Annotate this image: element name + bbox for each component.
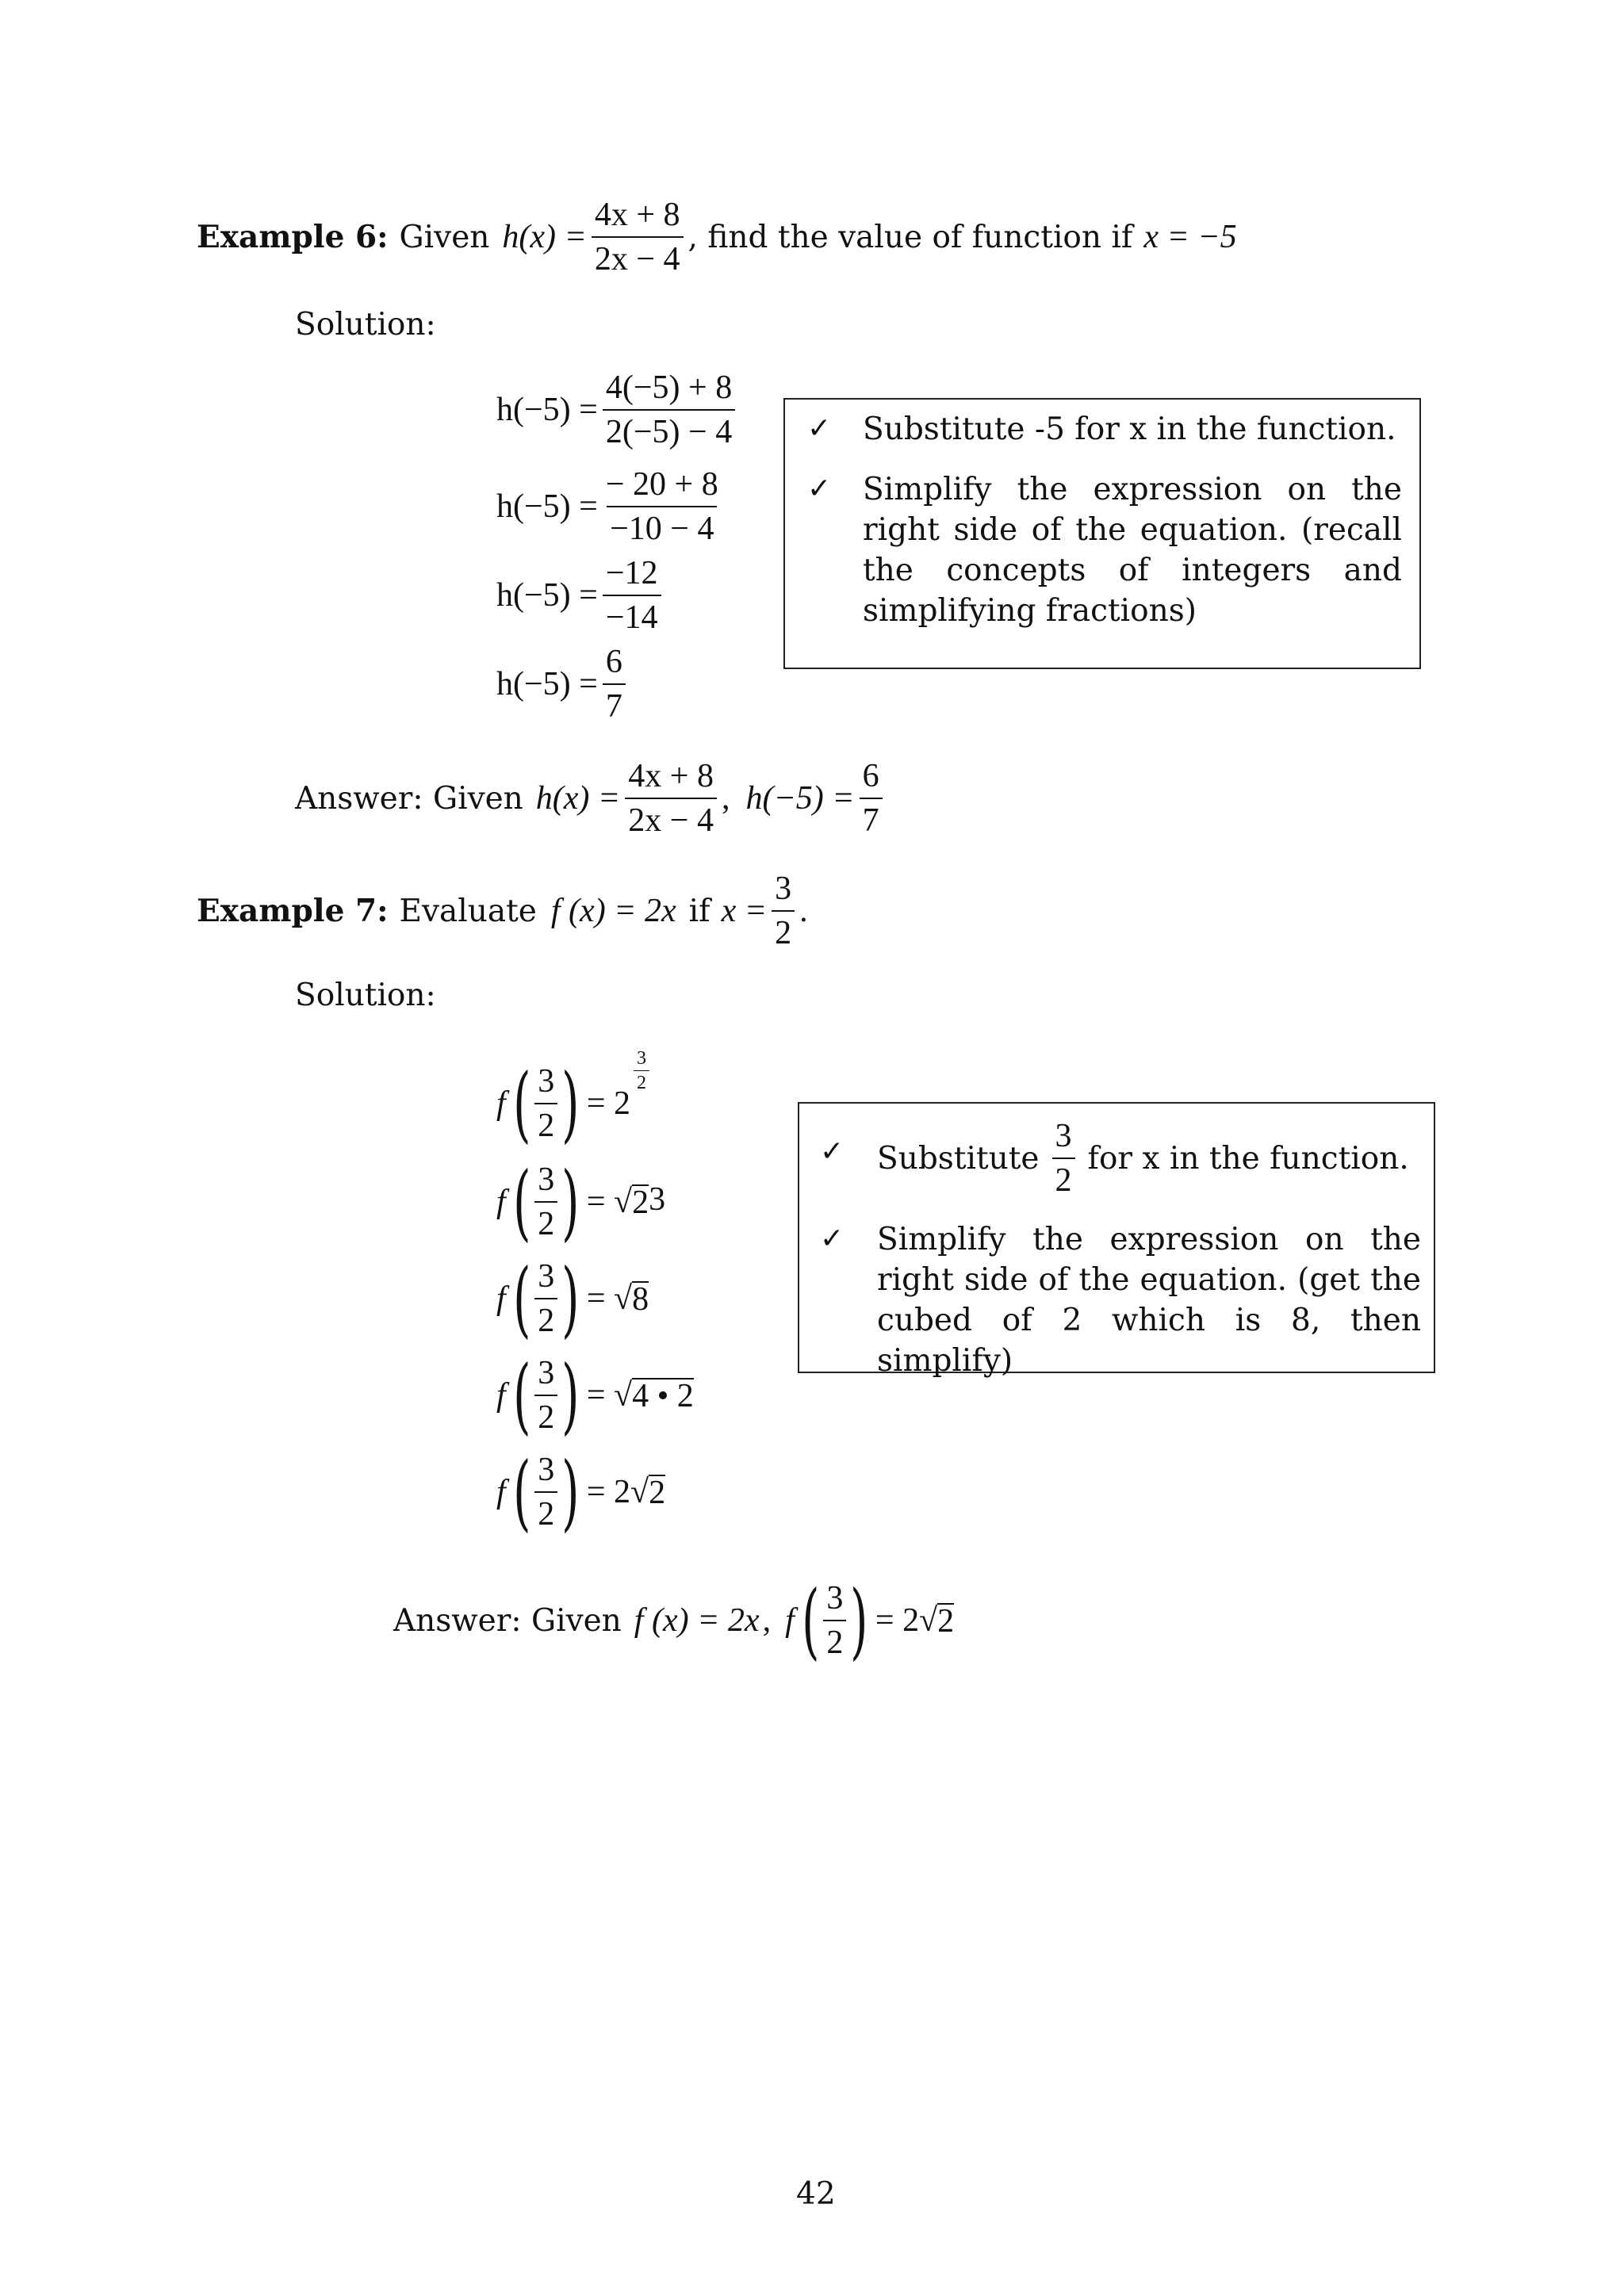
- exp-denominator: 2: [634, 1070, 649, 1093]
- example7-exponent: x: [661, 893, 676, 929]
- radicand: 2: [632, 1184, 649, 1221]
- example6-given: Given: [399, 219, 490, 255]
- step-lhs: h(−5) =: [496, 577, 598, 614]
- left-paren: (: [512, 1055, 531, 1152]
- step-denominator: −10 − 4: [607, 506, 717, 545]
- left-paren: (: [801, 1572, 820, 1669]
- example7-func: f (x) = 2: [550, 893, 662, 929]
- example7-evaluate: Evaluate: [399, 893, 537, 929]
- answer-denominator: 2x − 4: [625, 798, 717, 837]
- left-paren: (: [512, 1154, 531, 1250]
- note-text: for x in the function.: [1087, 1140, 1409, 1177]
- example7-cond-numerator: 3: [775, 871, 792, 907]
- note-denominator: 2: [1052, 1158, 1075, 1197]
- example7-cond-denominator: 2: [772, 910, 795, 950]
- example6-func: h(x) =: [502, 219, 587, 255]
- example7-solution-label: Solution:: [295, 978, 436, 1013]
- radicand-exponent: 3: [649, 1181, 666, 1218]
- example7-label: Example 7:: [197, 892, 389, 929]
- step-lhs: h(−5) =: [496, 666, 598, 702]
- example7-note-1: [877, 1119, 1409, 1197]
- step-rhs: = √: [586, 1280, 633, 1317]
- arg-numerator: 3: [538, 1063, 555, 1100]
- radicand: 2: [649, 1475, 666, 1511]
- step-numerator: −12: [605, 555, 658, 591]
- right-paren: ): [561, 1154, 580, 1250]
- answer-denominator: 2: [823, 1620, 846, 1659]
- left-paren: (: [512, 1347, 531, 1444]
- example7-step-1: [496, 1047, 654, 1152]
- step-numerator: − 20 + 8: [605, 466, 718, 503]
- page-number: 42: [796, 2176, 836, 2212]
- right-paren: ): [561, 1250, 580, 1347]
- answer-numerator: 4x + 8: [628, 758, 714, 794]
- arg-denominator: 2: [534, 1395, 557, 1434]
- f-symbol: f: [496, 1085, 506, 1122]
- answer-numerator: 3: [826, 1580, 844, 1617]
- step-numerator: 6: [605, 644, 622, 680]
- f-symbol: f: [496, 1184, 506, 1220]
- example6-solution-label: Solution:: [295, 307, 436, 342]
- arg-denominator: 2: [534, 1298, 557, 1337]
- example7-cond-lhs: x =: [721, 893, 768, 929]
- answer-result-numerator: 6: [862, 758, 879, 794]
- step-rhs: = √: [586, 1184, 633, 1220]
- arg-denominator: 2: [534, 1103, 557, 1142]
- arg-denominator: 2: [534, 1491, 557, 1531]
- right-paren: ): [850, 1572, 868, 1669]
- answer-label: Answer: Given: [393, 1602, 622, 1639]
- f-symbol: f: [496, 1280, 506, 1317]
- answer-label: Answer: Given: [295, 780, 523, 817]
- arg-numerator: 3: [538, 1355, 555, 1391]
- example6-step-4: [496, 645, 630, 723]
- example7-answer: [393, 1572, 955, 1669]
- step-rhs: = 2: [586, 1085, 631, 1122]
- check-icon: ✓: [820, 1223, 845, 1255]
- example7-step-2: [496, 1154, 666, 1250]
- example7-step-4: [496, 1347, 694, 1444]
- f-symbol: f: [496, 1474, 506, 1510]
- example6-denominator: 2x − 4: [592, 236, 684, 276]
- arg-denominator: 2: [534, 1201, 557, 1241]
- exp-numerator: 3: [637, 1047, 647, 1069]
- example7-note-2: Simplify the expression on the right side of the equation. (get the cubed of 2 which is 8, then simplify): [877, 1222, 1421, 1379]
- answer-exponent: x: [744, 1602, 760, 1639]
- check-icon: ✓: [820, 1135, 845, 1168]
- example6-note-box: [783, 398, 1421, 669]
- left-paren: (: [512, 1250, 531, 1347]
- radicand: 8: [632, 1281, 649, 1318]
- check-icon: ✓: [807, 412, 832, 445]
- check-icon: ✓: [807, 473, 832, 505]
- arg-numerator: 3: [538, 1258, 555, 1295]
- example7-period: .: [799, 893, 808, 929]
- answer-result-denominator: 7: [860, 798, 883, 837]
- example7-step-5: [496, 1444, 666, 1540]
- answer-rhs: = 2√: [875, 1602, 938, 1639]
- arg-numerator: 3: [538, 1452, 555, 1488]
- answer-func: h(x) =: [535, 780, 621, 817]
- answer-result-lhs: h(−5) =: [745, 780, 855, 817]
- step-lhs: h(−5) =: [496, 392, 598, 428]
- example6-step-1: [496, 371, 740, 449]
- right-paren: ): [561, 1055, 580, 1152]
- left-paren: (: [512, 1444, 531, 1540]
- example7-statement: [197, 872, 808, 950]
- right-paren: ): [561, 1444, 580, 1540]
- step-lhs: h(−5) =: [496, 488, 598, 525]
- example6-find-text: , find the value of function if: [688, 219, 1133, 255]
- right-paren: ): [561, 1347, 580, 1444]
- example6-step-3: [496, 557, 666, 634]
- example6-numerator: 4x + 8: [594, 197, 680, 233]
- answer-radicand: 2: [937, 1603, 955, 1640]
- example6-step-2: [496, 468, 726, 545]
- example7-step-3: [496, 1250, 649, 1347]
- note-numerator: 3: [1055, 1118, 1072, 1154]
- step-rhs: = √: [586, 1377, 633, 1414]
- example6-answer: [295, 760, 887, 837]
- step-denominator: 7: [603, 683, 626, 723]
- step-denominator: −14: [603, 595, 661, 634]
- note-text: Substitute: [877, 1140, 1040, 1177]
- example6-fraction: [592, 198, 684, 276]
- step-numerator: 4(−5) + 8: [605, 369, 733, 406]
- example6-label: Example 6:: [197, 218, 389, 255]
- answer-func: f (x) = 2: [634, 1602, 745, 1639]
- example7-note-box: [798, 1102, 1435, 1379]
- radicand: 4 • 2: [632, 1378, 694, 1414]
- f-symbol: f: [496, 1377, 506, 1414]
- example7-if: if: [688, 893, 710, 929]
- answer-f-symbol: f: [785, 1602, 795, 1639]
- answer-separator: ,: [762, 1602, 772, 1639]
- arg-numerator: 3: [538, 1161, 555, 1198]
- step-denominator: 2(−5) − 4: [603, 409, 735, 449]
- answer-separator: ,: [721, 780, 730, 817]
- step-rhs: = 2√: [586, 1474, 649, 1510]
- example6-note-2: Simplify the expression on the right side of the equation. (recall the concepts of integers and simplifying fractions): [863, 472, 1402, 629]
- example6-note-1: Substitute -5 for x in the function.: [863, 411, 1396, 447]
- example6-statement: [197, 198, 1237, 276]
- example6-condition: x = −5: [1143, 219, 1237, 255]
